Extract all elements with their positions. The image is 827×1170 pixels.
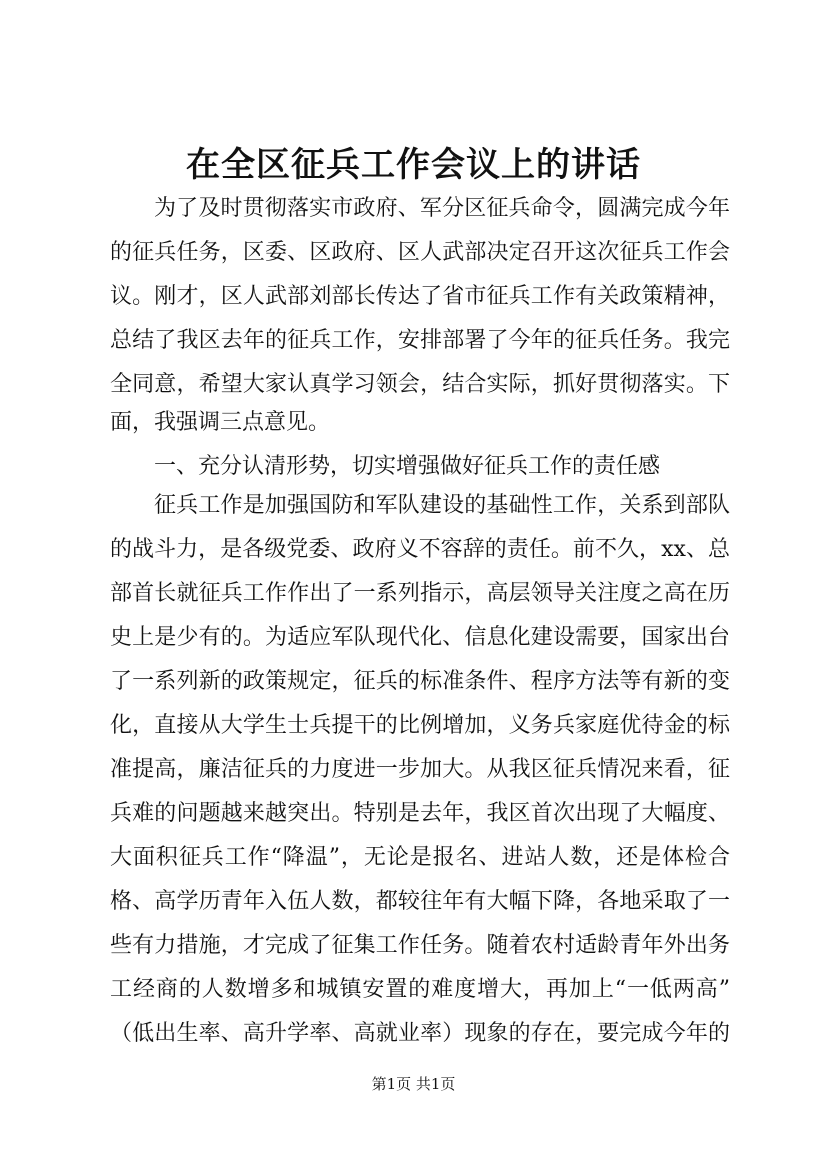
paragraph-line: 工经商的人数增多和城镇安置的难度增大，再加上“一低两高” bbox=[110, 977, 730, 1002]
paragraph-line: 格、高学历青年入伍人数，都较往年有大幅下降，各地采取了一 bbox=[110, 889, 730, 914]
paragraph-line: 为了及时贯彻落实市政府、军分区征兵命令，圆满完成今年 bbox=[154, 196, 730, 221]
section-heading: 一、充分认清形势，切实增强做好征兵工作的责任感 bbox=[154, 454, 661, 479]
paragraph-line: 的征兵任务，区委、区政府、区人武部决定召开这次征兵工作会 bbox=[110, 240, 730, 265]
paragraph-line: 化，直接从大学生士兵提干的比例增加，义务兵家庭优待金的标 bbox=[110, 713, 730, 738]
paragraph-line: 征兵工作是加强国防和军队建设的基础性工作，关系到部队 bbox=[154, 493, 730, 518]
paragraph-line: 准提高，廉洁征兵的力度进一步加大。从我区征兵情况来看，征 bbox=[110, 757, 730, 782]
paragraph-line: （低出生率、高升学率、高就业率）现象的存在，要完成今年的 bbox=[110, 1021, 730, 1046]
paragraph-line: 了一系列新的政策规定，征兵的标准条件、程序方法等有新的变 bbox=[110, 669, 730, 694]
paragraph-line: 部首长就征兵工作作出了一系列指示，高层领导关注度之高在历 bbox=[110, 581, 730, 606]
paragraph-line: 些有力措施，才完成了征集工作任务。随着农村适龄青年外出务 bbox=[110, 933, 730, 958]
page-footer: 第1页 共1页 bbox=[371, 1075, 456, 1093]
paragraph-line: 面，我强调三点意见。 bbox=[110, 410, 331, 435]
paragraph-line: 兵难的问题越来越突出。特别是去年，我区首次出现了大幅度、 bbox=[110, 801, 730, 826]
paragraph-line: 全同意，希望大家认真学习领会，结合实际，抓好贯彻落实。下 bbox=[110, 372, 730, 397]
paragraph-line: 总结了我区去年的征兵工作，安排部署了今年的征兵任务。我完 bbox=[110, 328, 730, 353]
paragraph-line: 的战斗力，是各级党委、政府义不容辞的责任。前不久，xx、总 bbox=[110, 537, 730, 562]
paragraph-line: 议。刚才，区人武部刘部长传达了省市征兵工作有关政策精神， bbox=[110, 284, 730, 309]
document-title: 在全区征兵工作会议上的讲话 bbox=[186, 145, 641, 185]
paragraph-line: 大面积征兵工作“降温”，无论是报名、进站人数，还是体检合 bbox=[110, 845, 730, 870]
paragraph-line: 史上是少有的。为适应军队现代化、信息化建设需要，国家出台 bbox=[110, 625, 730, 650]
